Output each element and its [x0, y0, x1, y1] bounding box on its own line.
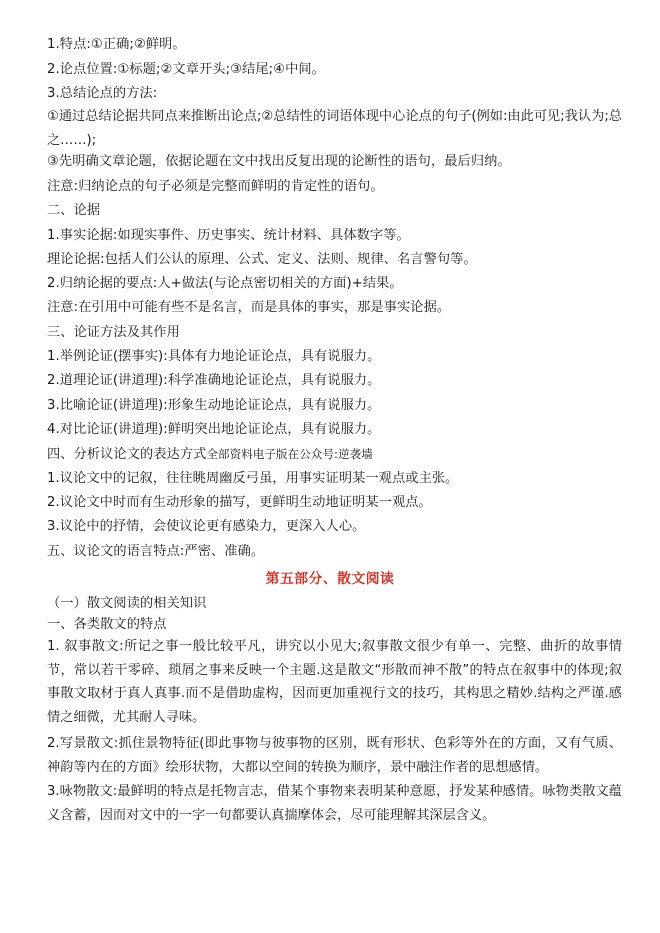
thesis-position-line: 2.论点位置:①标题;②文章开头;③结尾;④中间。 — [47, 62, 325, 77]
object-prose-paragraph: 3.咏物散文:最鲜明的特点是托物言志，借某个事物来表明某种意愿，抒发某种感情。咏物类散文蕴义含蓄，因而对文中的一字一句都要认真揣摩体会，尽可能理解其深层含义。 — [47, 784, 622, 823]
section-evidence-heading: 二、论据 — [47, 203, 101, 218]
fact-evidence-line: 1.事实论据:如现实事件、历史事实、统计材料、具体数字等。 — [47, 228, 410, 243]
part5-title: 第五部分、散文阅读 — [265, 571, 395, 587]
expression-description-line: 2.议论文中时而有生动形象的描写，更鲜明生动地证明某一观点。 — [47, 495, 432, 510]
feature-line: 1.特点:①正确;②鲜明。 — [47, 37, 186, 52]
thesis-method-1: ①通过总结论据共同点来推断出论点;②总结性的词语体现中心论点的句子(例如:由此可见;我认为;总之……); — [47, 109, 622, 148]
method-reasoning-line: 2.道理论证(讲道理):科学准确地论证论点，具有说服力。 — [47, 373, 381, 388]
expression-narration-line: 1.议论文中的记叙，往往眺周幽反弓虽，用事实证明某一观点或主张。 — [47, 471, 459, 486]
evidence-note: 注意:在引用中可能有些不是名言，而是具体的事实，那是事实论据。 — [47, 300, 451, 315]
prose-knowledge-heading: （一）散文阅读的相关知识 — [47, 596, 207, 611]
thesis-note: 注意:归纳论点的句子必须是完整而鲜明的肯定性的语句。 — [47, 179, 384, 194]
thesis-method-heading: 3.总结论点的方法: — [47, 86, 158, 101]
landscape-prose-paragraph: 2.写景散文:抓住景物特征(即此事物与彼事物的区别，既有形状、色彩等外在的方面，又有气质、神韵等内在的方面》绘形状物，大都以空间的转换为顺序，景中融注作者的思想感情。 — [47, 736, 622, 775]
prose-types-heading: 一、各类散文的特点 — [47, 617, 167, 632]
narrative-prose-paragraph: 1. 叙事散文:所记之事一般比较平凡，讲究以小见大;叙事散文很少有单一、完整、曲折的故事情节，常以若干零碎、琐屑之事来反映一个主题.这是散文“形散而神不散”的特点在叙事中的体现;叙事散文取材于真人真事.而不是借助虚构，因而更加重视行文的技巧，其构思之精妙.结构之严谨.感情之细微，尤其耐人寻味。 — [47, 639, 622, 725]
method-example-line: 1.举例论证(摆事实):具体有力地论证论点，具有说服力。 — [47, 349, 381, 364]
expression-heading-text: 四、分析议论文的表达方式 — [47, 447, 207, 462]
expression-lyric-line: 3.议论中的抒情，会使议论更有感染力，更深入人心。 — [47, 519, 366, 534]
evidence-summary-line: 2.归纳论据的要点:人+做法(与论点密切相关的方面)+结果。 — [47, 276, 403, 291]
promo-note: 全部资料电子版在公众号:逆袭墙 — [206, 447, 373, 461]
section-expression-heading — [47, 445, 622, 464]
section-argument-methods-heading: 三、论证方法及其作用 — [47, 325, 180, 340]
theory-evidence-line: 理论论据:包括人们公认的原理、公式、定义、法则、规律、名言警句等。 — [47, 252, 477, 267]
thesis-method-3: ③先明确文章论题，依据论题在文中找出反复出现的论断性的语句，最后归纳。 — [47, 154, 511, 169]
method-contrast-line: 4.对比论证(讲道理):鲜明突出地论证论点，具有说服力。 — [47, 422, 381, 437]
method-metaphor-line: 3.比喻论证(讲道理):形象生动地论证论点，具有说服力。 — [47, 398, 381, 413]
section-language-heading: 五、议论文的语言特点:严密、准确。 — [47, 544, 265, 559]
